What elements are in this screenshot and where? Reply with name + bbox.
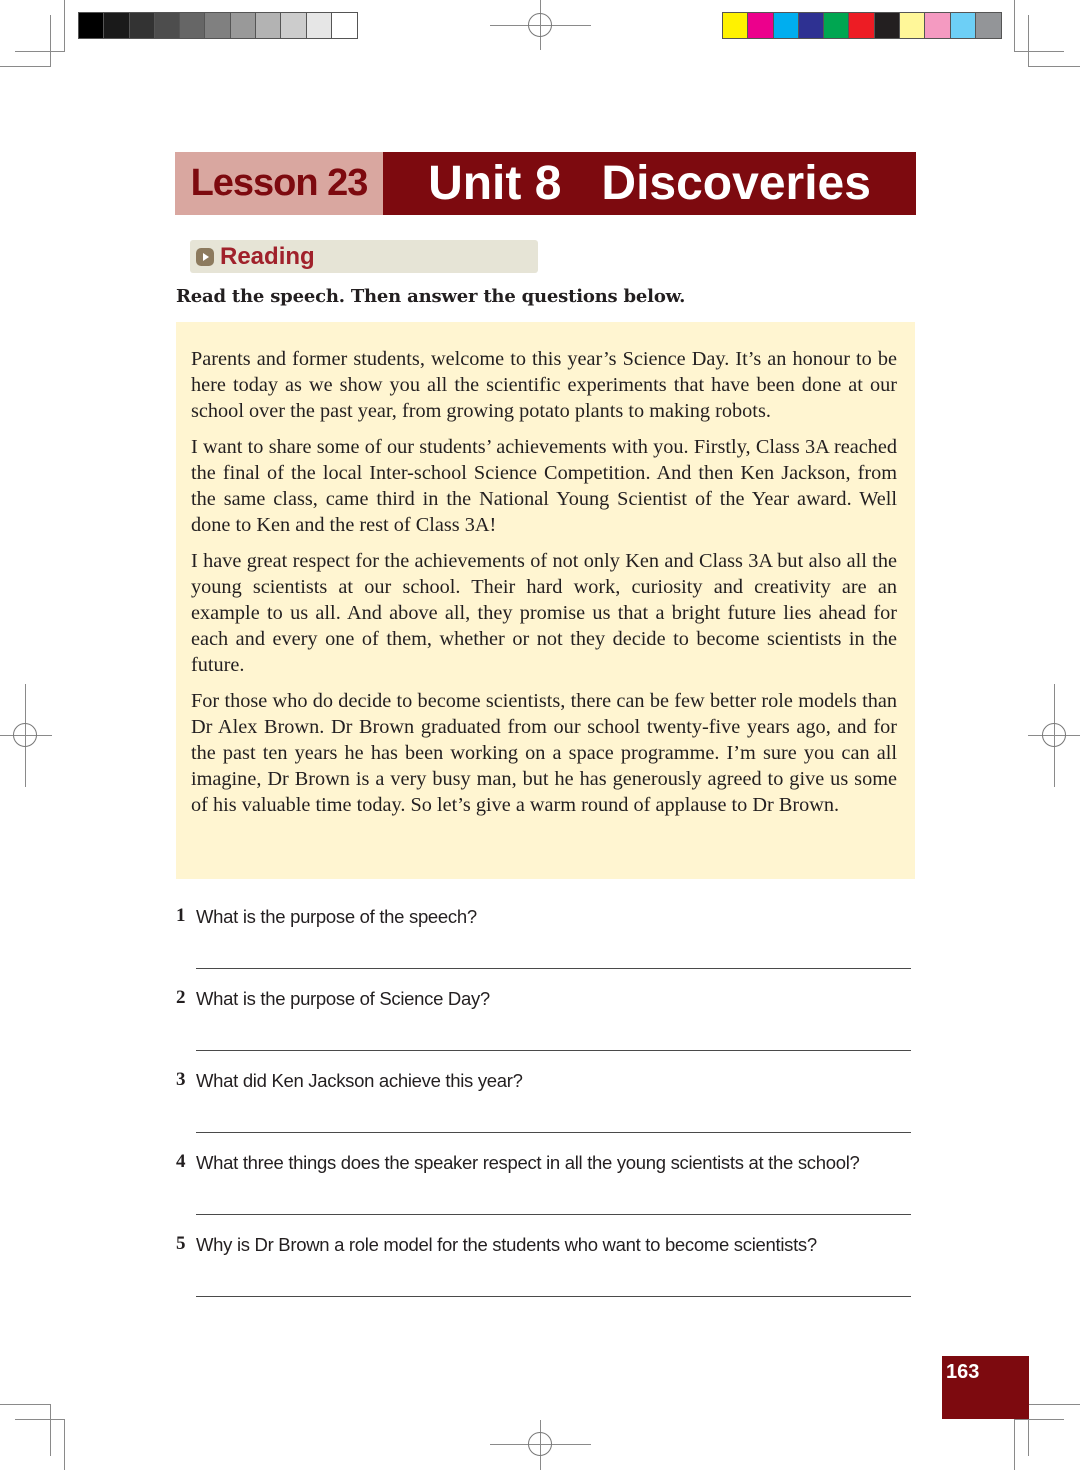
question-number: 1 [176,905,186,926]
color-swatch [205,13,230,38]
color-swatch [824,13,849,38]
color-swatch [256,13,281,38]
color-swatch [875,13,900,38]
question-item [176,1069,916,1151]
lesson-number: Lesson 23 [190,162,368,204]
question-item [176,905,916,987]
section-label: Reading [220,242,315,270]
passage-paragraph: I want to share some of our students’ achievements with you. Firstly, Class 3A reached the final of the local Inter-school Science Competition. And then Ken Jackson, from the same class, came third in the National Young Scientist of the Year award. Well done to Ken and the rest of Class 3A! [191,436,897,536]
passage-paragraph: Parents and former students, welcome to this year’s Science Day. It’s an honour to be here today as we show you all the scientific experiments that have been done at our school over the past year, from growing potato plants to making robots. [191,348,897,422]
section-tag-reading [190,240,538,273]
unit-banner [383,152,916,215]
color-swatch [231,13,256,38]
answer-line[interactable] [196,1214,911,1215]
question-item [176,1233,916,1315]
question-number: 2 [176,987,186,1008]
color-swatch [799,13,824,38]
color-swatch [180,13,205,38]
question-number: 3 [176,1069,186,1090]
question-item [176,987,916,1069]
grayscale-color-bar [78,12,358,39]
color-swatch [155,13,180,38]
question-text: What three things does the speaker respect in all the young scientists at the school? [196,1152,860,1173]
color-swatch [104,13,129,38]
color-swatch [849,13,874,38]
color-swatch [900,13,925,38]
page-number-badge [942,1356,1029,1419]
question-list [176,905,916,1315]
question-text: What did Ken Jackson achieve this year? [196,1070,523,1091]
play-icon [196,248,214,266]
color-swatch [281,13,306,38]
color-swatch [79,13,104,38]
page-number: 163 [946,1361,980,1383]
color-swatch [723,13,748,38]
answer-line[interactable] [196,1296,911,1297]
answer-line[interactable] [196,968,911,969]
color-swatch [976,13,1001,38]
unit-title: Unit 8 Discoveries [428,157,871,210]
question-text: Why is Dr Brown a role model for the students who want to become scientists? [196,1234,817,1255]
color-swatch [307,13,332,38]
color-swatch [332,13,357,38]
color-swatch [130,13,155,38]
instruction-text: Read the speech. Then answer the questions below. [176,286,686,307]
question-text: What is the purpose of the speech? [196,906,477,927]
color-swatch [774,13,799,38]
answer-line[interactable] [196,1132,911,1133]
reading-passage [176,322,915,879]
passage-paragraph: I have great respect for the achievements of not only Ken and Class 3A but also all the young scientists at our school. Their hard work, curiosity and creativity are an example to us all. And above all, they promise us that a bright future lies ahead for each and every one of them, whether or not they decide to become scientists in the future. [191,550,897,676]
question-text: What is the purpose of Science Day? [196,988,490,1009]
color-swatch [951,13,976,38]
question-number: 4 [176,1151,186,1172]
process-color-bar [722,12,1002,39]
lesson-badge [175,152,383,215]
passage-paragraph: For those who do decide to become scientists, there can be few better role models than Dr Alex Brown. Dr Brown graduated from our school twenty-five years ago, and for the past ten years he has been working on a space programme. I’m sure you can all imagine, Dr Brown is a very busy man, but he has generously agreed to give us some of his valuable time today. So let’s give a warm round of applause to Dr Brown. [191,690,897,816]
question-item [176,1151,916,1233]
lesson-header [175,152,916,215]
color-swatch [925,13,950,38]
question-number: 5 [176,1233,186,1254]
answer-line[interactable] [196,1050,911,1051]
color-swatch [748,13,773,38]
